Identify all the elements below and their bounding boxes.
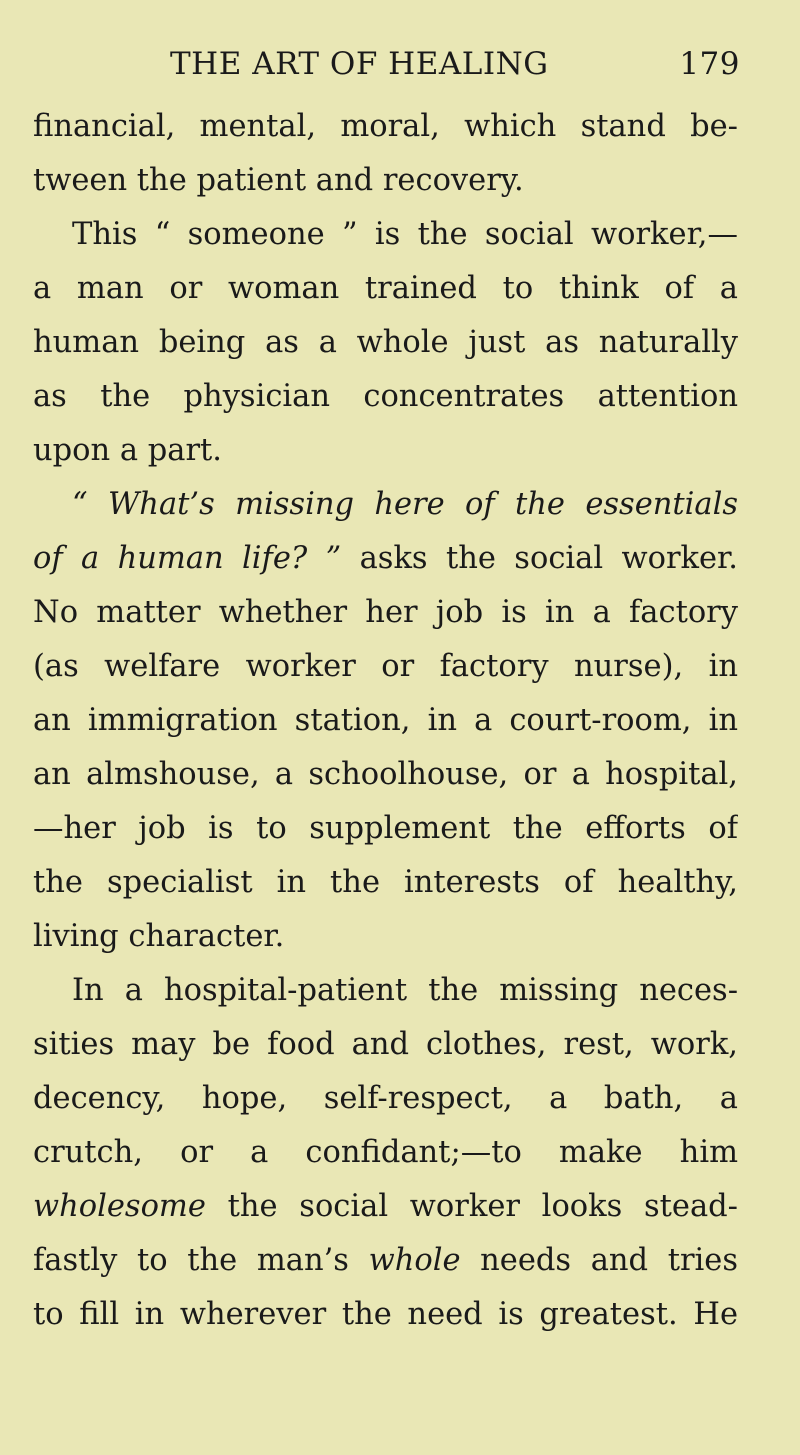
text-line: No matter whether her job is in a factory <box>33 595 738 630</box>
italic-run: “ What’s missing here of the essentials <box>72 487 738 522</box>
text-line: a man or woman trained to think of a <box>33 271 738 306</box>
running-head <box>170 46 740 94</box>
text-line: human being as a whole just as naturally <box>33 325 738 360</box>
italic-run: of a human life? ” <box>33 541 342 576</box>
text-line <box>33 532 738 586</box>
text-line: —her job is to supplement the efforts of <box>33 811 738 846</box>
text-line: crutch, or a confidant;—to make him <box>33 1135 738 1170</box>
text-line: as the physician concentrates attention <box>33 379 738 414</box>
body-text <box>33 100 738 1342</box>
text-line: (as welfare worker or factory nurse), in <box>33 649 738 684</box>
text-line: tween the patient and recovery. <box>33 163 524 198</box>
text-line: sities may be food and clothes, rest, work, <box>33 1027 738 1062</box>
page-number: 179 <box>679 46 740 82</box>
text-run: asks the social worker. <box>341 541 738 576</box>
text-run: needs and tries <box>460 1243 738 1278</box>
text-line: decency, hope, self-respect, a bath, a <box>33 1081 738 1116</box>
text-line: living character. <box>33 919 285 954</box>
italic-run: wholesome <box>33 1189 206 1224</box>
text-line: This “ someone ” is the social worker,— <box>72 217 738 252</box>
text-line <box>33 1234 738 1288</box>
text-line: upon a part. <box>33 433 222 468</box>
text-line: an almshouse, a schoolhouse, or a hospital, <box>33 757 738 792</box>
text-run: the social worker looks stead- <box>205 1189 738 1224</box>
italic-run: whole <box>368 1243 461 1278</box>
text-line: In a hospital-patient the missing neces- <box>72 973 738 1008</box>
text-line: financial, mental, moral, which stand be- <box>33 109 738 144</box>
chapter-title: THE ART OF HEALING <box>170 46 549 82</box>
text-line <box>33 1180 738 1234</box>
text-line: to fill in wherever the need is greatest. He <box>33 1297 738 1332</box>
text-line <box>33 478 738 532</box>
text-line: an immigration station, in a court-room, in <box>33 703 738 738</box>
text-run: fastly to the man’s <box>33 1243 369 1278</box>
text-line: the specialist in the interests of healthy, <box>33 865 738 900</box>
